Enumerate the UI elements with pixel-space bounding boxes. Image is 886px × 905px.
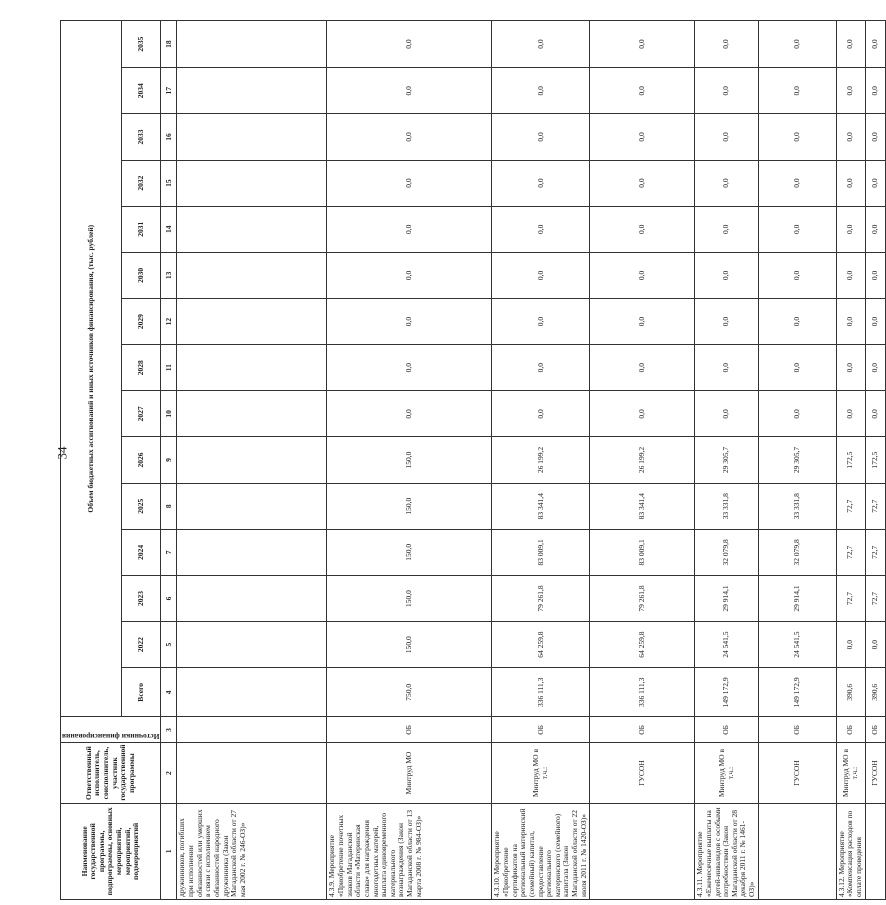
table-row <box>836 21 865 900</box>
row-source: ОБ <box>865 717 885 743</box>
row-value <box>177 529 327 575</box>
row-value: 26 199,2 <box>492 437 590 483</box>
row-value: 0,0 <box>865 345 885 391</box>
row-value: 390,6 <box>836 668 865 717</box>
column-number: 12 <box>161 298 177 344</box>
row-name: 4.3.11. Мероприятие «Ежемесячные выплаты на детей-инвалидов с особыми потребностями (Закон Магаданской области от 28 декабря 2011 г. № 1461-ОЗ)» <box>695 803 758 899</box>
row-value: 72,7 <box>865 529 885 575</box>
header-year: 2030 <box>121 252 161 298</box>
row-value: 0,0 <box>327 68 492 114</box>
column-number: 18 <box>161 21 177 68</box>
row-value: 72,7 <box>836 575 865 621</box>
row-value: 150,0 <box>327 483 492 529</box>
column-number: 2 <box>161 743 177 803</box>
row-value: 0,0 <box>590 160 695 206</box>
table-row <box>492 21 590 900</box>
table-row <box>590 21 695 900</box>
column-number: 8 <box>161 483 177 529</box>
row-value: 0,0 <box>590 114 695 160</box>
row-value: 64 259,8 <box>590 622 695 668</box>
row-name: 4.3.9. Мероприятие «Приобретение почетных знаков Магаданской области «Материнская слава» для награждения многодетных матерей, выплата единовременного материального вознаграждения (Закон Магаданской области от 13 марта 2008 г. № 984-ОЗ)» <box>327 803 492 899</box>
row-value: 750,0 <box>327 668 492 717</box>
row-value: 83 009,1 <box>492 529 590 575</box>
row-value: 0,0 <box>836 206 865 252</box>
row-value <box>177 575 327 621</box>
row-responsible: ГУСОН <box>865 743 885 803</box>
row-value: 150,0 <box>327 529 492 575</box>
row-source: ОБ <box>695 717 758 743</box>
row-value <box>177 206 327 252</box>
table-row <box>177 21 327 900</box>
row-value: 0,0 <box>865 160 885 206</box>
row-value: 0,0 <box>695 21 758 68</box>
row-value: 0,0 <box>492 21 590 68</box>
row-value: 72,7 <box>836 529 865 575</box>
row-value: 0,0 <box>695 160 758 206</box>
row-value: 29 914,1 <box>695 575 758 621</box>
row-value: 29 305,7 <box>758 437 836 483</box>
row-value: 0,0 <box>836 68 865 114</box>
row-value: 0,0 <box>695 345 758 391</box>
row-value: 0,0 <box>327 206 492 252</box>
column-number: 4 <box>161 668 177 717</box>
row-value: 336 111,3 <box>492 668 590 717</box>
column-number: 14 <box>161 206 177 252</box>
header-responsible: Ответственный исполнитель, соисполнитель, участник государственной программы <box>61 743 161 803</box>
row-responsible: ГУСОН <box>590 743 695 803</box>
column-number: 17 <box>161 68 177 114</box>
row-value: 0,0 <box>836 345 865 391</box>
row-value: 79 261,8 <box>492 575 590 621</box>
row-source: ОБ <box>836 717 865 743</box>
row-value: 0,0 <box>836 298 865 344</box>
row-value: 0,0 <box>327 114 492 160</box>
header-total: Всего <box>121 668 161 717</box>
row-value: 0,0 <box>758 68 836 114</box>
row-value: 0,0 <box>590 68 695 114</box>
row-value <box>177 483 327 529</box>
row-value: 0,0 <box>327 298 492 344</box>
row-value: 149 172,9 <box>695 668 758 717</box>
row-value: 29 914,1 <box>758 575 836 621</box>
table-row <box>327 21 492 900</box>
row-value: 0,0 <box>492 206 590 252</box>
column-number: 3 <box>161 717 177 743</box>
row-value: 0,0 <box>758 160 836 206</box>
row-value: 0,0 <box>695 391 758 437</box>
row-value: 0,0 <box>590 21 695 68</box>
row-value: 32 079,8 <box>758 529 836 575</box>
row-responsible: Минтруд МО <box>327 743 492 803</box>
row-value: 0,0 <box>492 391 590 437</box>
row-value <box>177 114 327 160</box>
row-responsible: Минтруд МО в т.ч.: <box>836 743 865 803</box>
header-name: Наименование государственной программы, подпрограммы, основных мероприятий, мероприятий, подмероприятий <box>61 803 161 899</box>
column-number: 10 <box>161 391 177 437</box>
header-year: 2032 <box>121 160 161 206</box>
row-value: 33 331,8 <box>695 483 758 529</box>
column-number: 15 <box>161 160 177 206</box>
row-value: 0,0 <box>865 298 885 344</box>
header-year: 2033 <box>121 114 161 160</box>
row-name: 4.3.10. Мероприятие «Приобретение сертификатов на региональный материнский (семейный) капитал, предоставление регионального материнского (семейного) капитала (Закон Магаданской области от 22 июля 2011 г. № 1420-ОЗ)» <box>492 803 590 899</box>
row-source: ОБ <box>590 717 695 743</box>
row-value <box>177 345 327 391</box>
page-number-text: 34 <box>54 446 69 459</box>
row-value: 64 259,8 <box>492 622 590 668</box>
row-value: 0,0 <box>865 114 885 160</box>
row-value: 172,5 <box>865 437 885 483</box>
row-name: дружинников, погибших при исполнении обязанностей или умерших в связи с исполнением обязанностей народного дружинника (Закон Магаданской области от 27 мая 2002 г. № 246-ОЗ)» <box>177 803 327 899</box>
row-value: 150,0 <box>327 575 492 621</box>
row-responsible: ГУСОН <box>758 743 836 803</box>
header-year: 2028 <box>121 345 161 391</box>
row-value: 0,0 <box>836 114 865 160</box>
table-row <box>695 21 758 900</box>
row-value: 0,0 <box>327 391 492 437</box>
header-year: 2022 <box>121 622 161 668</box>
row-value: 0,0 <box>836 252 865 298</box>
row-responsible: Минтруд МО в т.ч.: <box>695 743 758 803</box>
row-value <box>177 622 327 668</box>
row-value: 72,7 <box>865 483 885 529</box>
row-value: 0,0 <box>758 21 836 68</box>
row-source <box>177 717 327 743</box>
row-value: 336 111,3 <box>590 668 695 717</box>
row-value: 0,0 <box>758 114 836 160</box>
row-value: 0,0 <box>865 252 885 298</box>
row-value: 0,0 <box>492 298 590 344</box>
row-value: 0,0 <box>758 298 836 344</box>
row-value: 0,0 <box>590 252 695 298</box>
row-value: 0,0 <box>695 206 758 252</box>
budget-table-rotated <box>60 20 879 900</box>
header-year: 2027 <box>121 391 161 437</box>
column-number: 5 <box>161 622 177 668</box>
row-source: ОБ <box>758 717 836 743</box>
column-number: 9 <box>161 437 177 483</box>
column-number: 16 <box>161 114 177 160</box>
column-number: 13 <box>161 252 177 298</box>
row-value: 0,0 <box>758 206 836 252</box>
row-value: 24 541,5 <box>695 622 758 668</box>
row-name <box>590 803 695 899</box>
row-value: 172,5 <box>836 437 865 483</box>
budget-table-container <box>60 20 879 900</box>
row-value: 0,0 <box>327 252 492 298</box>
row-value: 150,0 <box>327 622 492 668</box>
row-value: 0,0 <box>758 345 836 391</box>
row-value: 24 541,5 <box>758 622 836 668</box>
header-year: 2031 <box>121 206 161 252</box>
row-value: 0,0 <box>865 391 885 437</box>
row-value: 150,0 <box>327 437 492 483</box>
row-value <box>177 298 327 344</box>
row-value: 0,0 <box>695 252 758 298</box>
row-value <box>177 391 327 437</box>
row-value <box>177 252 327 298</box>
header-source <box>61 717 161 743</box>
row-value: 0,0 <box>865 21 885 68</box>
row-value: 32 079,8 <box>695 529 758 575</box>
row-source: ОБ <box>492 717 590 743</box>
row-value: 0,0 <box>836 622 865 668</box>
row-value: 0,0 <box>492 160 590 206</box>
row-value <box>177 437 327 483</box>
row-value <box>177 21 327 68</box>
row-name <box>865 803 885 899</box>
table-row <box>758 21 836 900</box>
row-value: 0,0 <box>327 160 492 206</box>
header-volume: Объем бюджетных ассигнований и иных источников финансирования, (тыс. рублей) <box>61 21 122 717</box>
row-value: 0,0 <box>590 206 695 252</box>
row-value <box>177 160 327 206</box>
row-value: 0,0 <box>590 391 695 437</box>
row-value: 0,0 <box>590 298 695 344</box>
row-responsible <box>177 743 327 803</box>
header-source-text: Источники финансирования <box>62 732 160 742</box>
row-name: 4.3.12. Мероприятие «Компенсация расходов по оплате проведения <box>836 803 865 899</box>
row-value: 0,0 <box>836 21 865 68</box>
row-value: 29 305,7 <box>695 437 758 483</box>
row-value: 0,0 <box>758 252 836 298</box>
row-value <box>177 68 327 114</box>
row-source: ОБ <box>327 717 492 743</box>
row-value: 0,0 <box>836 160 865 206</box>
row-name <box>758 803 836 899</box>
column-number: 6 <box>161 575 177 621</box>
column-number: 7 <box>161 529 177 575</box>
row-value: 0,0 <box>758 391 836 437</box>
column-number: 11 <box>161 345 177 391</box>
header-year: 2035 <box>121 21 161 68</box>
row-value: 0,0 <box>492 345 590 391</box>
header-year: 2024 <box>121 529 161 575</box>
row-value: 83 341,4 <box>492 483 590 529</box>
row-value: 0,0 <box>327 345 492 391</box>
row-value: 26 199,2 <box>590 437 695 483</box>
budget-table <box>60 20 886 900</box>
table-row <box>865 21 885 900</box>
row-value: 72,7 <box>865 575 885 621</box>
row-value: 0,0 <box>327 21 492 68</box>
row-value: 0,0 <box>492 68 590 114</box>
row-value: 0,0 <box>492 252 590 298</box>
row-value: 0,0 <box>865 622 885 668</box>
row-value: 0,0 <box>865 206 885 252</box>
row-value: 0,0 <box>836 391 865 437</box>
row-value <box>177 668 327 717</box>
row-value: 0,0 <box>590 345 695 391</box>
row-value: 0,0 <box>865 68 885 114</box>
row-value: 79 261,8 <box>590 575 695 621</box>
header-year: 2034 <box>121 68 161 114</box>
header-year: 2023 <box>121 575 161 621</box>
row-value: 0,0 <box>695 298 758 344</box>
header-year: 2026 <box>121 437 161 483</box>
column-number: 1 <box>161 803 177 899</box>
header-year: 2025 <box>121 483 161 529</box>
row-value: 83 341,4 <box>590 483 695 529</box>
row-value: 0,0 <box>695 68 758 114</box>
row-responsible: Минтруд МО в т.ч.: <box>492 743 590 803</box>
row-value: 83 009,1 <box>590 529 695 575</box>
row-value: 149 172,9 <box>758 668 836 717</box>
row-value: 390,6 <box>865 668 885 717</box>
row-value: 0,0 <box>695 114 758 160</box>
row-value: 33 331,8 <box>758 483 836 529</box>
row-value: 72,7 <box>836 483 865 529</box>
header-year: 2029 <box>121 298 161 344</box>
row-value: 0,0 <box>492 114 590 160</box>
